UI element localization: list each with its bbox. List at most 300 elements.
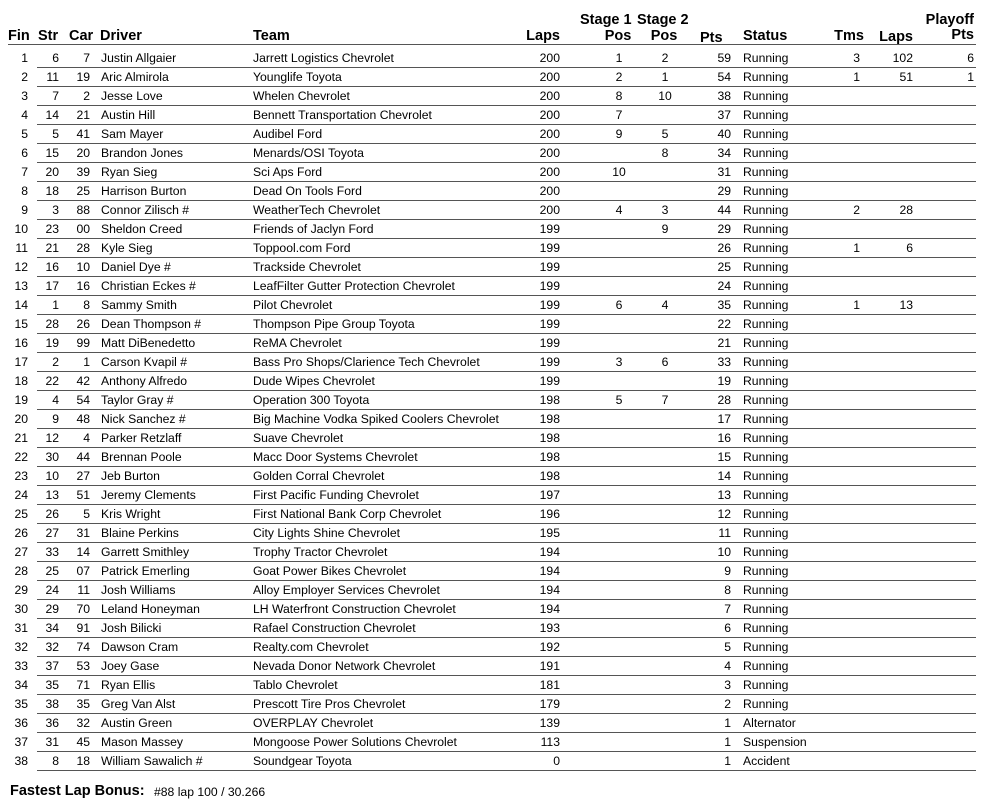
points-cell: 22 bbox=[717, 317, 731, 331]
finish-position-cell: 33 bbox=[14, 659, 28, 673]
points-cell: 11 bbox=[718, 526, 731, 540]
team-name-cell: Dead On Tools Ford bbox=[253, 184, 362, 198]
header-led-laps: Laps bbox=[879, 29, 913, 45]
driver-name-cell: Dean Thompson # bbox=[101, 317, 202, 331]
laps-completed-cell: 196 bbox=[539, 507, 560, 521]
status-cell: Running bbox=[743, 583, 789, 597]
table-row bbox=[0, 220, 999, 239]
laps-completed-cell: 193 bbox=[539, 621, 560, 635]
driver-name-cell: Ryan Sieg bbox=[101, 165, 158, 179]
start-position-cell: 17 bbox=[45, 279, 59, 293]
team-name-cell: Tablo Chevrolet bbox=[253, 678, 338, 692]
finish-position-cell: 35 bbox=[14, 697, 28, 711]
status-cell: Running bbox=[743, 526, 789, 540]
driver-name-cell: Matt DiBenedetto bbox=[101, 336, 196, 350]
status-cell: Running bbox=[743, 678, 789, 692]
laps-completed-cell: 179 bbox=[539, 697, 560, 711]
start-position-cell: 10 bbox=[45, 469, 59, 483]
points-cell: 34 bbox=[717, 146, 731, 160]
table-row bbox=[0, 429, 999, 448]
start-position-cell: 20 bbox=[45, 165, 59, 179]
status-cell: Running bbox=[743, 241, 789, 255]
team-name-cell: Sci Aps Ford bbox=[253, 165, 323, 179]
points-cell: 33 bbox=[717, 355, 731, 369]
team-name-cell: Operation 300 Toyota bbox=[253, 393, 370, 407]
driver-name-cell: Justin Allgaier bbox=[101, 51, 177, 65]
team-name-cell: Whelen Chevrolet bbox=[253, 89, 350, 103]
car-number-cell: 10 bbox=[76, 260, 90, 274]
status-cell: Running bbox=[743, 260, 789, 274]
finish-position-cell: 18 bbox=[14, 374, 28, 388]
driver-name-cell: Sammy Smith bbox=[101, 298, 177, 312]
finish-position-cell: 25 bbox=[14, 507, 28, 521]
stage1-position-cell: 4 bbox=[615, 203, 623, 217]
laps-completed-cell: 200 bbox=[539, 203, 560, 217]
start-position-cell: 21 bbox=[45, 241, 59, 255]
status-cell: Suspension bbox=[743, 735, 807, 749]
car-number-cell: 31 bbox=[76, 526, 90, 540]
laps-completed-cell: 192 bbox=[539, 640, 560, 654]
start-position-cell: 11 bbox=[46, 70, 59, 84]
start-position-cell: 16 bbox=[45, 260, 59, 274]
status-cell: Accident bbox=[743, 754, 790, 768]
team-name-cell: WeatherTech Chevrolet bbox=[253, 203, 381, 217]
points-cell: 31 bbox=[717, 165, 731, 179]
laps-completed-cell: 200 bbox=[539, 108, 560, 122]
team-name-cell: First Pacific Funding Chevrolet bbox=[253, 488, 419, 502]
status-cell: Running bbox=[743, 374, 789, 388]
fastest-lap-label: Fastest Lap Bonus: bbox=[10, 783, 145, 799]
driver-name-cell: Sam Mayer bbox=[101, 127, 164, 141]
driver-name-cell: Parker Retzlaff bbox=[101, 431, 182, 445]
table-row bbox=[0, 543, 999, 562]
finish-position-cell: 23 bbox=[14, 469, 28, 483]
header-tms: Tms bbox=[834, 28, 864, 44]
points-cell: 16 bbox=[717, 431, 731, 445]
laps-led-cell: 102 bbox=[892, 51, 913, 65]
start-position-cell: 34 bbox=[45, 621, 59, 635]
team-name-cell: Goat Power Bikes Chevrolet bbox=[253, 564, 407, 578]
start-position-cell: 35 bbox=[45, 678, 59, 692]
status-cell: Running bbox=[743, 222, 789, 236]
laps-completed-cell: 199 bbox=[539, 298, 560, 312]
driver-name-cell: Greg Van Alst bbox=[101, 697, 176, 711]
table-row bbox=[0, 410, 999, 429]
start-position-cell: 38 bbox=[45, 697, 59, 711]
stage1-position-cell: 7 bbox=[615, 108, 623, 122]
car-number-cell: 20 bbox=[76, 146, 90, 160]
team-name-cell: Prescott Tire Pros Chevrolet bbox=[253, 697, 406, 711]
table-row bbox=[0, 619, 999, 638]
start-position-cell: 13 bbox=[45, 488, 59, 502]
team-name-cell: Younglife Toyota bbox=[253, 70, 342, 84]
laps-completed-cell: 195 bbox=[539, 526, 560, 540]
laps-completed-cell: 198 bbox=[539, 412, 560, 426]
start-position-cell: 25 bbox=[45, 564, 59, 578]
laps-completed-cell: 200 bbox=[539, 70, 560, 84]
finish-position-cell: 34 bbox=[14, 678, 28, 692]
points-cell: 40 bbox=[717, 127, 731, 141]
finish-position-cell: 26 bbox=[14, 526, 28, 540]
finish-position-cell: 9 bbox=[21, 203, 28, 217]
table-row bbox=[0, 467, 999, 486]
points-cell: 1 bbox=[724, 735, 731, 749]
stage1-position-cell: 5 bbox=[615, 393, 623, 407]
points-cell: 29 bbox=[717, 184, 731, 198]
start-position-cell: 8 bbox=[52, 754, 59, 768]
points-cell: 9 bbox=[724, 564, 731, 578]
points-cell: 26 bbox=[717, 241, 731, 255]
stage1-position-cell: 9 bbox=[615, 127, 623, 141]
start-position-cell: 9 bbox=[52, 412, 59, 426]
finish-position-cell: 28 bbox=[14, 564, 28, 578]
start-position-cell: 36 bbox=[45, 716, 59, 730]
start-position-cell: 5 bbox=[52, 127, 59, 141]
header-divider bbox=[8, 44, 976, 45]
table-row bbox=[0, 258, 999, 277]
car-number-cell: 2 bbox=[83, 89, 90, 103]
start-position-cell: 19 bbox=[45, 336, 59, 350]
points-cell: 59 bbox=[717, 51, 731, 65]
team-name-cell: Dude Wipes Chevrolet bbox=[253, 374, 375, 388]
car-number-cell: 70 bbox=[76, 602, 90, 616]
points-cell: 12 bbox=[717, 507, 731, 521]
header-playoff-pts: Pts bbox=[951, 27, 974, 43]
start-position-cell: 4 bbox=[52, 393, 59, 407]
start-position-cell: 24 bbox=[45, 583, 59, 597]
laps-completed-cell: 199 bbox=[539, 374, 560, 388]
car-number-cell: 53 bbox=[76, 659, 90, 673]
start-position-cell: 3 bbox=[52, 203, 59, 217]
table-row bbox=[0, 486, 999, 505]
driver-name-cell: Brandon Jones bbox=[101, 146, 183, 160]
times-led-cell: 1 bbox=[853, 298, 860, 312]
points-cell: 1 bbox=[724, 716, 731, 730]
times-led-cell: 1 bbox=[853, 70, 860, 84]
team-name-cell: OVERPLAY Chevrolet bbox=[253, 716, 374, 730]
laps-completed-cell: 200 bbox=[539, 89, 560, 103]
car-number-cell: 8 bbox=[83, 298, 90, 312]
car-number-cell: 39 bbox=[76, 165, 90, 179]
team-name-cell: Suave Chevrolet bbox=[253, 431, 344, 445]
finish-position-cell: 13 bbox=[14, 279, 28, 293]
driver-name-cell: Mason Massey bbox=[101, 735, 183, 749]
finish-position-cell: 7 bbox=[21, 165, 28, 179]
team-name-cell: Jarrett Logistics Chevrolet bbox=[253, 51, 394, 65]
status-cell: Running bbox=[743, 545, 789, 559]
table-row bbox=[0, 334, 999, 353]
team-name-cell: Rafael Construction Chevrolet bbox=[253, 621, 416, 635]
finish-position-cell: 17 bbox=[14, 355, 28, 369]
team-name-cell: Big Machine Vodka Spiked Coolers Chevrolet bbox=[253, 412, 499, 426]
points-cell: 14 bbox=[717, 469, 731, 483]
driver-name-cell: William Sawalich # bbox=[101, 754, 203, 768]
driver-name-cell: Leland Honeyman bbox=[101, 602, 200, 616]
start-position-cell: 23 bbox=[45, 222, 59, 236]
header-stage1-top: Stage 1 bbox=[580, 12, 632, 28]
car-number-cell: 21 bbox=[76, 108, 90, 122]
laps-completed-cell: 200 bbox=[539, 184, 560, 198]
table-row bbox=[0, 372, 999, 391]
points-cell: 28 bbox=[717, 393, 731, 407]
start-position-cell: 22 bbox=[45, 374, 59, 388]
laps-completed-cell: 194 bbox=[539, 545, 560, 559]
start-position-cell: 37 bbox=[45, 659, 59, 673]
finish-position-cell: 30 bbox=[14, 602, 28, 616]
table-row bbox=[0, 752, 999, 771]
laps-led-cell: 51 bbox=[899, 70, 913, 84]
team-name-cell: Trophy Tractor Chevrolet bbox=[253, 545, 388, 559]
team-name-cell: First National Bank Corp Chevrolet bbox=[253, 507, 442, 521]
laps-completed-cell: 199 bbox=[539, 355, 560, 369]
header-status: Status bbox=[743, 28, 788, 44]
laps-completed-cell: 191 bbox=[539, 659, 560, 673]
laps-led-cell: 28 bbox=[899, 203, 913, 217]
status-cell: Running bbox=[743, 89, 789, 103]
points-cell: 8 bbox=[724, 583, 731, 597]
start-position-cell: 15 bbox=[45, 146, 59, 160]
stage2-position-cell: 7 bbox=[661, 393, 669, 407]
finish-position-cell: 11 bbox=[15, 241, 28, 255]
team-name-cell: Trackside Chevrolet bbox=[253, 260, 361, 274]
table-row bbox=[0, 733, 999, 752]
times-led-cell: 2 bbox=[853, 203, 860, 217]
car-number-cell: 19 bbox=[76, 70, 90, 84]
header-team: Team bbox=[253, 28, 290, 44]
driver-name-cell: Dawson Cram bbox=[101, 640, 179, 654]
table-row bbox=[0, 600, 999, 619]
status-cell: Running bbox=[743, 469, 789, 483]
start-position-cell: 14 bbox=[45, 108, 59, 122]
finish-position-cell: 5 bbox=[21, 127, 28, 141]
driver-name-cell: Joey Gase bbox=[101, 659, 160, 673]
table-row bbox=[0, 68, 999, 87]
points-cell: 21 bbox=[717, 336, 731, 350]
points-cell: 13 bbox=[717, 488, 731, 502]
table-row bbox=[0, 695, 999, 714]
points-cell: 35 bbox=[717, 298, 731, 312]
car-number-cell: 27 bbox=[76, 469, 90, 483]
team-name-cell: Macc Door Systems Chevrolet bbox=[253, 450, 418, 464]
header-car: Car bbox=[69, 28, 94, 44]
finish-position-cell: 31 bbox=[14, 621, 28, 635]
laps-completed-cell: 199 bbox=[539, 317, 560, 331]
laps-completed-cell: 197 bbox=[539, 488, 560, 502]
finish-position-cell: 10 bbox=[14, 222, 28, 236]
table-row bbox=[0, 524, 999, 543]
status-cell: Alternator bbox=[743, 716, 796, 730]
laps-completed-cell: 194 bbox=[539, 564, 560, 578]
start-position-cell: 33 bbox=[45, 545, 59, 559]
driver-name-cell: Aric Almirola bbox=[101, 70, 169, 84]
status-cell: Running bbox=[743, 298, 789, 312]
start-position-cell: 7 bbox=[52, 89, 59, 103]
status-cell: Running bbox=[743, 621, 789, 635]
table-row bbox=[0, 448, 999, 467]
points-cell: 7 bbox=[724, 602, 731, 616]
team-name-cell: Nevada Donor Network Chevrolet bbox=[253, 659, 436, 673]
status-cell: Running bbox=[743, 279, 789, 293]
points-cell: 25 bbox=[717, 260, 731, 274]
table-row bbox=[0, 353, 999, 372]
finish-position-cell: 19 bbox=[14, 393, 28, 407]
table-row bbox=[0, 657, 999, 676]
driver-name-cell: Blaine Perkins bbox=[101, 526, 179, 540]
laps-completed-cell: 200 bbox=[539, 146, 560, 160]
points-cell: 5 bbox=[724, 640, 731, 654]
driver-name-cell: Ryan Ellis bbox=[101, 678, 156, 692]
laps-completed-cell: 199 bbox=[539, 279, 560, 293]
status-cell: Running bbox=[743, 431, 789, 445]
car-number-cell: 88 bbox=[76, 203, 90, 217]
points-cell: 38 bbox=[717, 89, 731, 103]
laps-completed-cell: 200 bbox=[539, 51, 560, 65]
driver-name-cell: Nick Sanchez # bbox=[101, 412, 186, 426]
finish-position-cell: 37 bbox=[14, 735, 28, 749]
header-stage2-pos: Pos bbox=[650, 28, 678, 44]
finish-position-cell: 16 bbox=[14, 336, 28, 350]
driver-name-cell: Josh Bilicki bbox=[101, 621, 162, 635]
points-cell: 19 bbox=[717, 374, 731, 388]
table-row bbox=[0, 144, 999, 163]
finish-position-cell: 38 bbox=[14, 754, 28, 768]
laps-completed-cell: 194 bbox=[539, 583, 560, 597]
stage2-position-cell: 2 bbox=[661, 51, 669, 65]
start-position-cell: 28 bbox=[45, 317, 59, 331]
driver-name-cell: Connor Zilisch # bbox=[101, 203, 190, 217]
finish-position-cell: 8 bbox=[21, 184, 28, 198]
table-row bbox=[0, 296, 999, 315]
status-cell: Running bbox=[743, 659, 789, 673]
team-name-cell: ReMA Chevrolet bbox=[253, 336, 342, 350]
start-position-cell: 2 bbox=[52, 355, 59, 369]
finish-position-cell: 3 bbox=[21, 89, 28, 103]
laps-completed-cell: 199 bbox=[539, 222, 560, 236]
start-position-cell: 6 bbox=[52, 51, 59, 65]
stage2-position-cell: 6 bbox=[661, 355, 669, 369]
driver-name-cell: Austin Hill bbox=[101, 108, 156, 122]
status-cell: Running bbox=[743, 203, 789, 217]
driver-name-cell: Kyle Sieg bbox=[101, 241, 153, 255]
points-cell: 3 bbox=[724, 678, 731, 692]
start-position-cell: 18 bbox=[45, 184, 59, 198]
points-cell: 6 bbox=[724, 621, 731, 635]
points-cell: 1 bbox=[724, 754, 731, 768]
points-cell: 37 bbox=[717, 108, 731, 122]
driver-name-cell: Carson Kvapil # bbox=[101, 355, 188, 369]
team-name-cell: Menards/OSI Toyota bbox=[253, 146, 364, 160]
table-row bbox=[0, 163, 999, 182]
stage2-position-cell: 8 bbox=[661, 146, 669, 160]
finish-position-cell: 29 bbox=[14, 583, 28, 597]
stage1-position-cell: 3 bbox=[615, 355, 623, 369]
team-name-cell: Friends of Jaclyn Ford bbox=[253, 222, 374, 236]
status-cell: Running bbox=[743, 317, 789, 331]
times-led-cell: 1 bbox=[853, 241, 860, 255]
driver-name-cell: Jeb Burton bbox=[101, 469, 160, 483]
points-cell: 54 bbox=[717, 70, 731, 84]
team-name-cell: Pilot Chevrolet bbox=[253, 298, 333, 312]
stage1-position-cell: 6 bbox=[615, 298, 623, 312]
table-row bbox=[0, 714, 999, 733]
table-row bbox=[0, 125, 999, 144]
table-row bbox=[0, 676, 999, 695]
stage2-position-cell: 10 bbox=[658, 89, 672, 103]
finish-position-cell: 15 bbox=[14, 317, 28, 331]
table-row bbox=[0, 201, 999, 220]
finish-position-cell: 21 bbox=[14, 431, 28, 445]
driver-name-cell: Taylor Gray # bbox=[101, 393, 174, 407]
driver-name-cell: Anthony Alfredo bbox=[101, 374, 188, 388]
team-name-cell: Audibel Ford bbox=[253, 127, 323, 141]
team-name-cell: Toppool.com Ford bbox=[253, 241, 351, 255]
team-name-cell: LeafFilter Gutter Protection Chevrolet bbox=[253, 279, 455, 293]
driver-name-cell: Patrick Emerling bbox=[101, 564, 190, 578]
laps-completed-cell: 194 bbox=[539, 602, 560, 616]
team-name-cell: Soundgear Toyota bbox=[253, 754, 352, 768]
laps-completed-cell: 0 bbox=[553, 754, 560, 768]
team-name-cell: Alloy Employer Services Chevrolet bbox=[253, 583, 440, 597]
car-number-cell: 35 bbox=[76, 697, 90, 711]
finish-position-cell: 2 bbox=[21, 70, 28, 84]
table-row bbox=[0, 581, 999, 600]
status-cell: Running bbox=[743, 640, 789, 654]
status-cell: Running bbox=[743, 488, 789, 502]
stage2-position-cell: 3 bbox=[661, 203, 669, 217]
table-row bbox=[0, 106, 999, 125]
status-cell: Running bbox=[743, 602, 789, 616]
status-cell: Running bbox=[743, 412, 789, 426]
car-number-cell: 26 bbox=[76, 317, 90, 331]
finish-position-cell: 1 bbox=[21, 51, 28, 65]
stage1-position-cell: 10 bbox=[612, 165, 626, 179]
finish-position-cell: 36 bbox=[14, 716, 28, 730]
car-number-cell: 54 bbox=[76, 393, 90, 407]
status-cell: Running bbox=[743, 564, 789, 578]
table-row bbox=[0, 239, 999, 258]
start-position-cell: 31 bbox=[45, 735, 59, 749]
car-number-cell: 11 bbox=[77, 583, 90, 597]
table-row bbox=[0, 277, 999, 296]
header-fin: Fin bbox=[8, 28, 30, 44]
car-number-cell: 32 bbox=[76, 716, 90, 730]
stage2-position-cell: 1 bbox=[661, 70, 669, 84]
laps-completed-cell: 198 bbox=[539, 469, 560, 483]
car-number-cell: 99 bbox=[76, 336, 90, 350]
stage2-position-cell: 9 bbox=[661, 222, 669, 236]
car-number-cell: 00 bbox=[76, 222, 90, 236]
laps-completed-cell: 198 bbox=[539, 393, 560, 407]
stage2-position-cell: 5 bbox=[661, 127, 669, 141]
car-number-cell: 45 bbox=[76, 735, 90, 749]
points-cell: 24 bbox=[717, 279, 731, 293]
finish-position-cell: 32 bbox=[14, 640, 28, 654]
driver-name-cell: Christian Eckes # bbox=[101, 279, 196, 293]
status-cell: Running bbox=[743, 450, 789, 464]
table-row bbox=[0, 391, 999, 410]
stage1-position-cell: 8 bbox=[615, 89, 623, 103]
car-number-cell: 16 bbox=[76, 279, 90, 293]
driver-name-cell: Jesse Love bbox=[101, 89, 163, 103]
finish-position-cell: 12 bbox=[14, 260, 28, 274]
status-cell: Running bbox=[743, 393, 789, 407]
car-number-cell: 18 bbox=[76, 754, 90, 768]
status-cell: Running bbox=[743, 70, 789, 84]
driver-name-cell: Jeremy Clements bbox=[101, 488, 196, 502]
times-led-cell: 3 bbox=[853, 51, 860, 65]
header-stage1-pos: Pos bbox=[604, 28, 632, 44]
driver-name-cell: Daniel Dye # bbox=[101, 260, 171, 274]
